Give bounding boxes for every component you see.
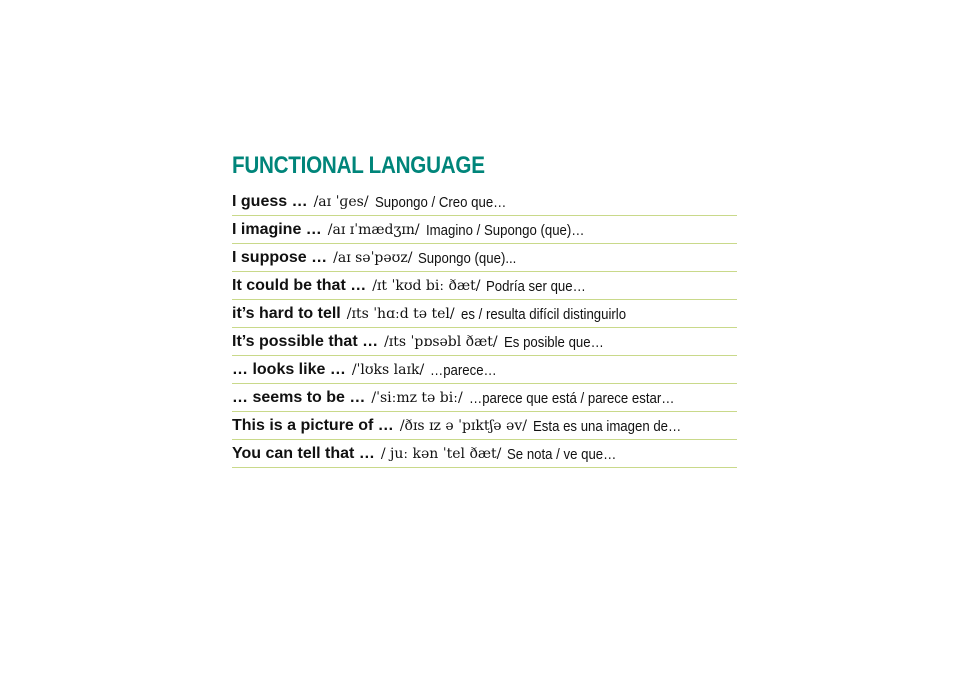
phonetic-transcription: /ˈsiːmz tə biː/ (371, 390, 463, 406)
translation-text: Supongo / Creo que… (374, 193, 506, 211)
phonetic-transcription: /aɪ səˈpəʊz/ (333, 250, 413, 266)
translation-text: Es posible que… (503, 333, 604, 351)
phrase-text: I suppose … (232, 249, 328, 266)
list-item (232, 273, 737, 300)
functional-language-section (232, 151, 737, 469)
phrase-text: I guess … (232, 193, 308, 210)
phrase-list (232, 189, 737, 468)
list-item (232, 189, 737, 216)
list-item (232, 217, 737, 244)
phrase-text: You can tell that … (232, 445, 375, 462)
list-item (232, 357, 737, 384)
translation-text: Imagino / Supongo (que)… (425, 221, 585, 239)
phrase-text: It’s possible that … (232, 333, 379, 350)
list-item (232, 301, 737, 328)
translation-text: es / resulta difícil distinguirlo (460, 305, 626, 323)
phonetic-transcription: /ˈlʊks laɪk/ (351, 362, 425, 378)
list-item (232, 441, 737, 468)
phrase-text: This is a picture of … (232, 417, 394, 434)
phonetic-transcription: / juː kən ˈtel ðæt/ (380, 446, 502, 462)
phonetic-transcription: /ɪts ˈhɑːd tə tel/ (346, 306, 455, 322)
phonetic-transcription: /ɪts ˈpɒsəbl ðæt/ (384, 334, 498, 350)
phonetic-transcription: /ɪt ˈkʊd biː ðæt/ (372, 278, 481, 294)
phrase-text: I imagine … (232, 221, 322, 238)
phrase-text: … looks like … (232, 361, 346, 378)
translation-text: Supongo (que)... (418, 249, 517, 267)
phonetic-transcription: /aɪ ˈɡes/ (313, 194, 369, 210)
list-item (232, 413, 737, 440)
phrase-text: … seems to be … (232, 389, 366, 406)
list-item (232, 385, 737, 412)
translation-text: …parece que está / parece estar… (468, 389, 675, 407)
phonetic-transcription: /ðɪs ɪz ə ˈpɪktʃə əv/ (399, 418, 527, 434)
translation-text: Se nota / ve que… (507, 445, 617, 463)
phrase-text: It could be that … (232, 277, 367, 294)
phrase-text: it’s hard to tell (232, 305, 341, 322)
list-item (232, 329, 737, 356)
list-item (232, 245, 737, 272)
translation-text: …parece… (430, 361, 497, 379)
section-title: FUNCTIONAL LANGUAGE (232, 152, 485, 179)
phonetic-transcription: /aɪ ɪˈmædʒɪn/ (327, 222, 420, 238)
translation-text: Esta es una imagen de… (532, 417, 682, 435)
translation-text: Podría ser que… (486, 277, 587, 295)
